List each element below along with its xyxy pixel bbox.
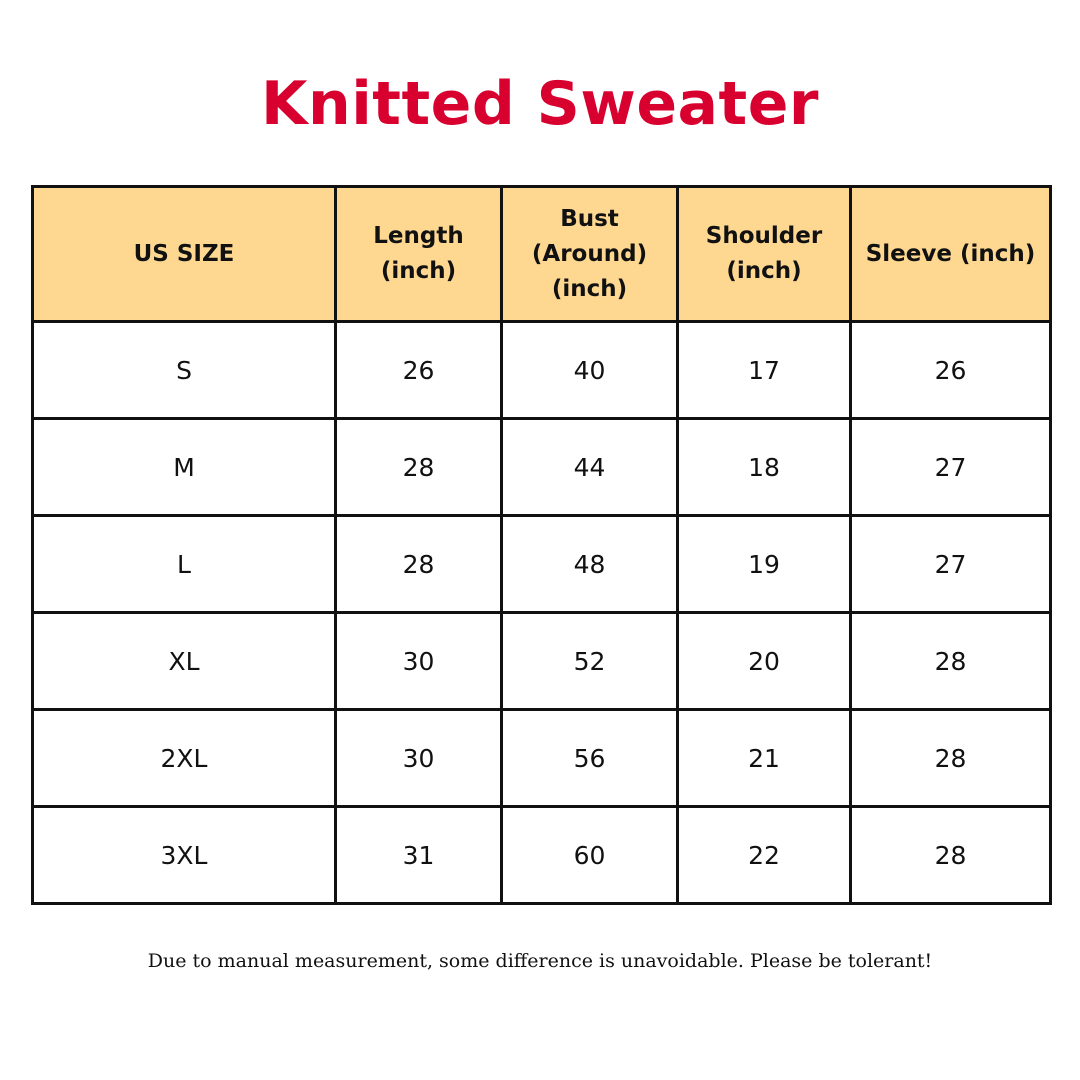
cell-shoulder: 19 (678, 516, 851, 613)
cell-size: L (33, 516, 336, 613)
cell-bust: 56 (502, 710, 678, 807)
header-sublabel: (Around) (531, 240, 648, 267)
table-row (33, 419, 1051, 516)
table-row (33, 807, 1051, 904)
cell-bust: 48 (502, 516, 678, 613)
header-bust (502, 187, 678, 322)
cell-bust: 44 (502, 419, 678, 516)
cell-length: 30 (336, 613, 502, 710)
cell-sleeve: 28 (851, 807, 1051, 904)
table-row (33, 516, 1051, 613)
header-label: Length (373, 223, 464, 249)
table-header-row (33, 187, 1051, 322)
cell-length: 26 (336, 322, 502, 419)
cell-bust: 40 (502, 322, 678, 419)
cell-bust: 52 (502, 613, 678, 710)
cell-size: S (33, 322, 336, 419)
page-title: Knitted Sweater (261, 69, 819, 139)
cell-sleeve: 27 (851, 419, 1051, 516)
cell-size: XL (33, 613, 336, 710)
header-unit: (inch) (726, 258, 802, 284)
cell-bust: 60 (502, 807, 678, 904)
cell-size: 3XL (33, 807, 336, 904)
table-row (33, 322, 1051, 419)
header-label: US SIZE (133, 240, 235, 267)
header-shoulder (678, 187, 851, 322)
header-unit: (inch) (380, 258, 457, 284)
header-label: Sleeve (inch) (865, 240, 1036, 267)
cell-size: M (33, 419, 336, 516)
header-unit: (inch) (551, 275, 628, 302)
cell-length: 28 (336, 516, 502, 613)
size-chart-table (31, 185, 1052, 905)
cell-sleeve: 28 (851, 710, 1051, 807)
cell-shoulder: 22 (678, 807, 851, 904)
cell-size: 2XL (33, 710, 336, 807)
header-sleeve (851, 187, 1051, 322)
cell-length: 30 (336, 710, 502, 807)
cell-shoulder: 21 (678, 710, 851, 807)
cell-length: 31 (336, 807, 502, 904)
footnote-text: Due to manual measurement, some difference is unavoidable. Please be tolerant! (147, 950, 933, 972)
cell-sleeve: 27 (851, 516, 1051, 613)
header-length (336, 187, 502, 322)
header-us-size (33, 187, 336, 322)
cell-shoulder: 18 (678, 419, 851, 516)
cell-shoulder: 20 (678, 613, 851, 710)
cell-sleeve: 28 (851, 613, 1051, 710)
cell-sleeve: 26 (851, 322, 1051, 419)
header-label: Bust (560, 205, 619, 232)
header-label: Shoulder (705, 223, 823, 249)
cell-shoulder: 17 (678, 322, 851, 419)
table-row (33, 710, 1051, 807)
table-row (33, 613, 1051, 710)
cell-length: 28 (336, 419, 502, 516)
